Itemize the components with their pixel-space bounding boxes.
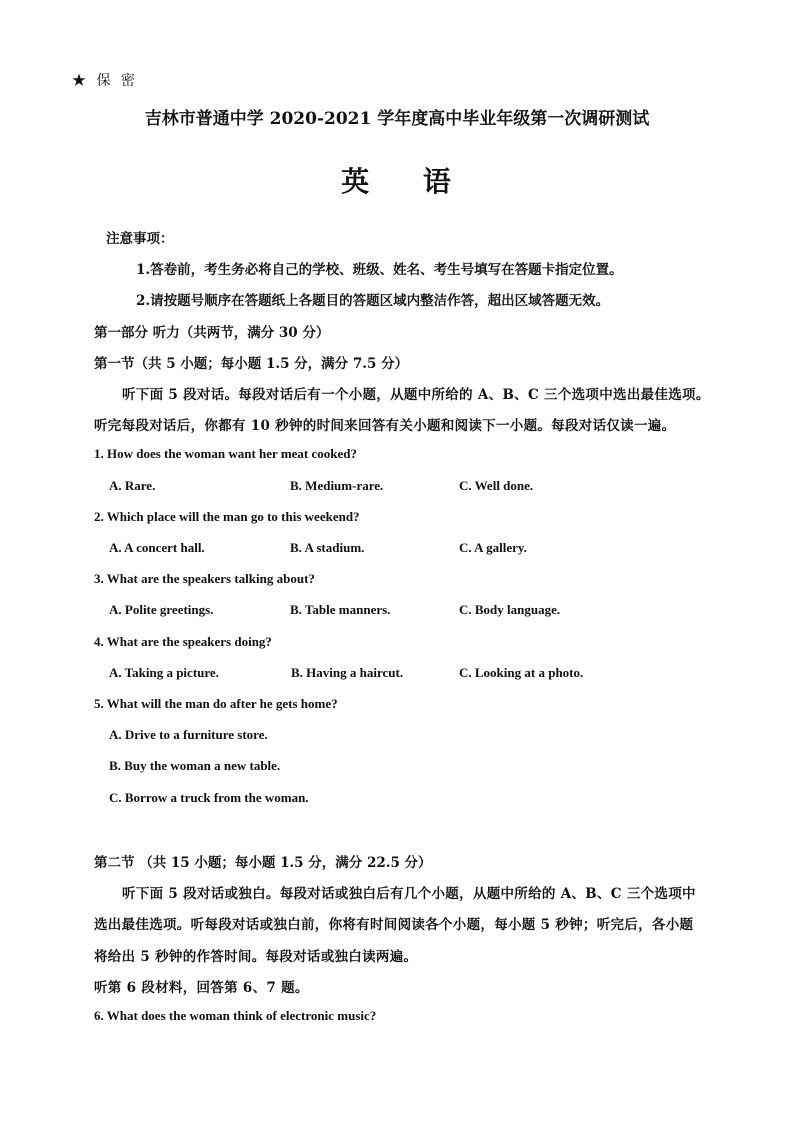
question-1-option-c: C. Well done. bbox=[459, 478, 534, 493]
question-2-option-b: B. A stadium. bbox=[290, 540, 365, 555]
exam-title: 吉林市普通中学 2020-2021 学年度高中毕业年级第一次调研测试 bbox=[144, 109, 650, 129]
section1-instructions-line2: 听完每段对话后，你都有 10 秒钟的时间来回答有关小题和阅读下一小题。每段对话仅读一遍。 bbox=[94, 418, 676, 434]
question-5-option-a: A. Drive to a furniture store. bbox=[109, 727, 268, 742]
section2-instructions-line3: 将给出 5 秒钟的作答时间。每段对话或独白读两遍。 bbox=[94, 949, 418, 965]
secret-mark: ★ 保 密 bbox=[72, 73, 138, 89]
section1-heading: 第一节（共 5 小题；每小题 1.5 分，满分 7.5 分） bbox=[94, 356, 409, 372]
question-1-option-a: A. Rare. bbox=[109, 478, 156, 493]
question-3-stem: 3. What are the speakers talking about? bbox=[94, 571, 315, 586]
question-1-stem: 1. How does the woman want her meat cooked? bbox=[94, 446, 357, 461]
question-3-option-a: A. Polite greetings. bbox=[109, 602, 214, 617]
section1-instructions-line1: 听下面 5 段对话。每段对话后有一个小题，从题中所给的 A、B、C 三个选项中选出最佳选项。 bbox=[122, 387, 710, 403]
question-4-option-c: C. Looking at a photo. bbox=[459, 665, 584, 680]
question-3-option-b: B. Table manners. bbox=[290, 602, 391, 617]
question-5-option-b: B. Buy the woman a new table. bbox=[109, 758, 281, 773]
question-5-option-c: C. Borrow a truck from the woman. bbox=[109, 790, 309, 805]
question-4-option-a: A. Taking a picture. bbox=[109, 665, 219, 680]
part1-heading: 第一部分 听力（共两节，满分 30 分） bbox=[94, 325, 330, 341]
section2-instructions-line1: 听下面 5 段对话或独白。每段对话或独白后有几个小题，从题中所给的 A、B、C 三个选项中 bbox=[122, 886, 696, 902]
question-3-option-c: C. Body language. bbox=[459, 602, 561, 617]
question-4-option-b: B. Having a haircut. bbox=[291, 665, 404, 680]
section2-instructions-line2: 选出最佳选项。听每段对话或独白前，你将有时间阅读各个小题，每小题 5 秒钟；听完后，各小题 bbox=[94, 917, 694, 933]
question-1-option-b: B. Medium-rare. bbox=[290, 478, 384, 493]
question-2-stem: 2. Which place will the man go to this weekend? bbox=[94, 509, 360, 524]
material-note: 听第 6 段材料，回答第 6、7 题。 bbox=[94, 980, 309, 996]
subject-title: 英 语 bbox=[341, 165, 473, 198]
notice-item-2: 2.请按题号顺序在答题纸上各题目的答题区域内整洁作答，超出区域答题无效。 bbox=[136, 293, 610, 309]
question-4-stem: 4. What are the speakers doing? bbox=[94, 634, 272, 649]
question-2-option-a: A. A concert hall. bbox=[109, 540, 205, 555]
section2-heading: 第二节 （共 15 小题；每小题 1.5 分，满分 22.5 分） bbox=[94, 855, 432, 871]
question-2-option-c: C. A gallery. bbox=[459, 540, 527, 555]
notice-heading: 注意事项： bbox=[106, 231, 174, 247]
notice-item-1: 1.答卷前，考生务必将自己的学校、班级、姓名、考生号填写在答题卡指定位置。 bbox=[136, 262, 623, 278]
question-5-stem: 5. What will the man do after he gets home? bbox=[94, 696, 338, 711]
question-6-stem: 6. What does the woman think of electronic music? bbox=[94, 1008, 377, 1023]
